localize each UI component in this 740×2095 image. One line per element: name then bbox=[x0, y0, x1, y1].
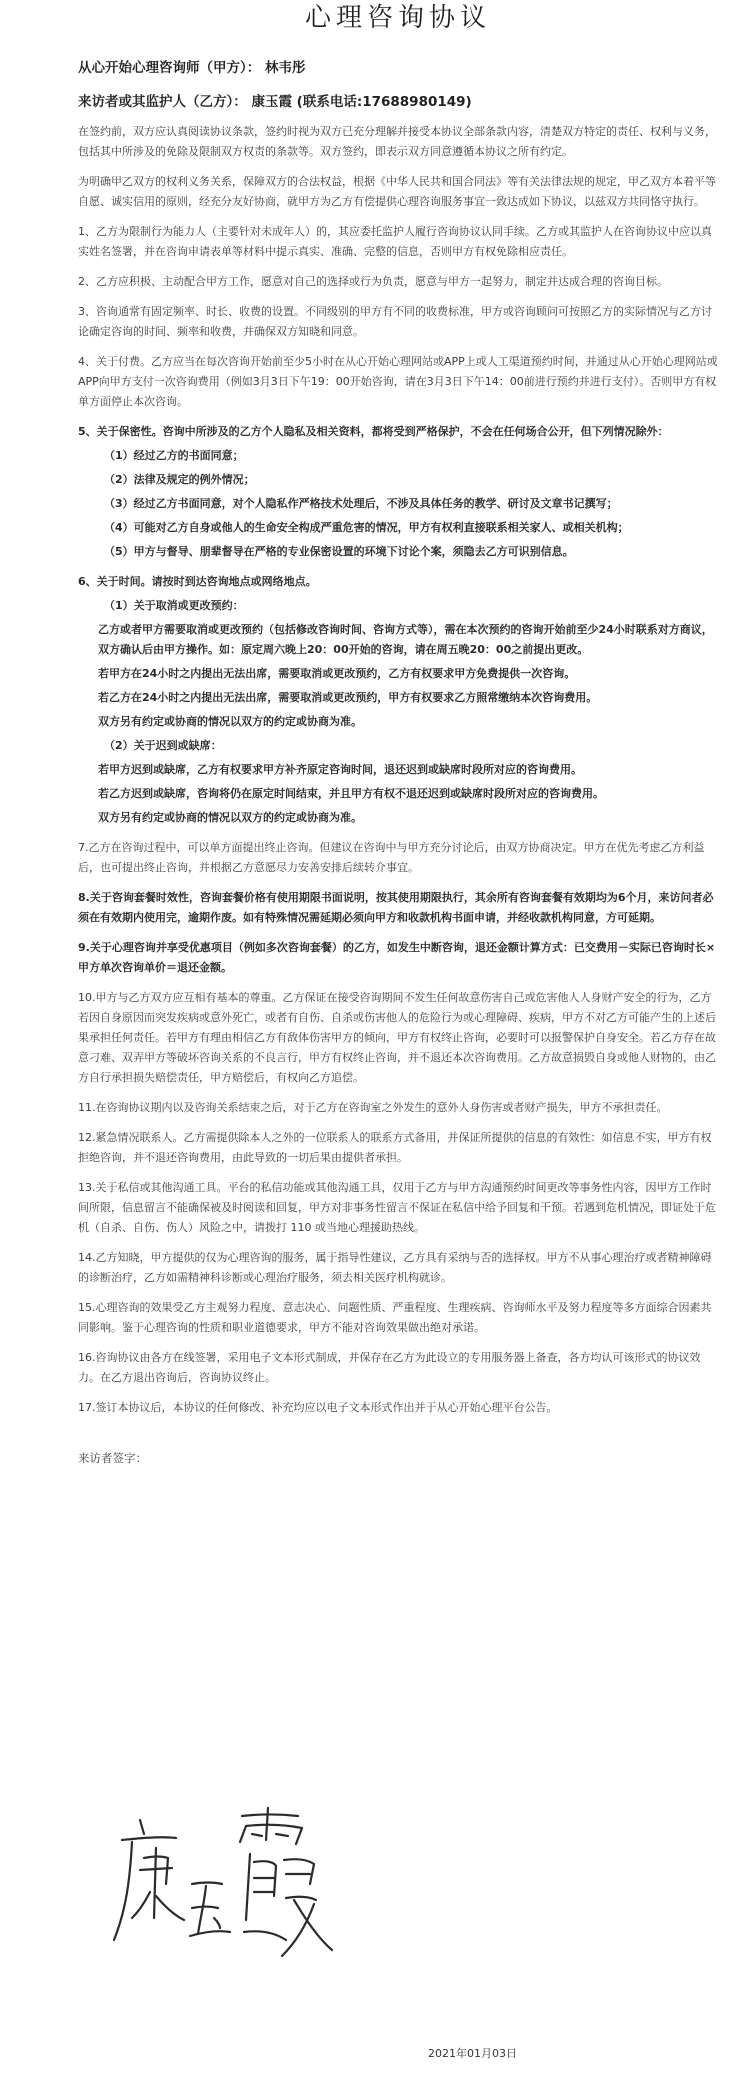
signing-date: 2021年01月03日 bbox=[428, 2047, 517, 2060]
party-b-line: 来访者或其监护人（乙方）： 康玉霞 (联系电话:17688980149) bbox=[78, 94, 472, 110]
clause-1: 1、乙方为限制行为能力人（主要针对未成年人）的，其应委托监护人履行咨询协议认同手续。乙方或其监护人在咨询协议中应以真实姓名签署，并在咨询申请表单等材料中提示真实、准确、完整的信息，否则甲方有权免除相应责任。 bbox=[78, 225, 712, 258]
clause-4: 4、关于付费。乙方应当在每次咨询开始前至少5小时在从心开始心理网站或APP上或人工渠道预约时间，并通过从心开始心理网站或APP向甲方支付一次咨询费用（例如3月3日下午19：00开始咨询，请在3月3日下午14：00前进行预约并进行支付）。否则甲方有权单方面停止本次咨询。 bbox=[78, 355, 718, 408]
list-item: （4）可能对乙方自身或他人的生命安全构成严重危害的情况，甲方有权利直接联系相关家人、或相关机构； bbox=[104, 521, 629, 534]
clause-6-1-a: 若甲方在24小时之内提出无法出席，需要取消或更改预约，乙方有权要求甲方免费提供一次咨询。 bbox=[98, 667, 576, 680]
clause-16: 16.咨询协议由各方在线签署，采用电子文本形式制成，并保存在乙方为此设立的专用服务器上备查，各方均认可该形式的协议效力。在乙方退出咨询后，咨询协议终止。 bbox=[78, 1351, 701, 1384]
list-item: （5）甲方与督导、朋辈督导在严格的专业保密设置的环境下讨论个案，须隐去乙方可识别信息。 bbox=[104, 545, 574, 558]
clause-6-2-heading: （2）关于迟到或缺席： bbox=[104, 739, 222, 752]
clause-11: 11.在咨询协议期内以及咨询关系结束之后，对于乙方在咨询室之外发生的意外人身伤害或者财产损失，甲方不承担责任。 bbox=[78, 1101, 668, 1114]
clause-7: 7.乙方在咨询过程中，可以单方面提出终止咨询。但建议在咨询中与甲方充分讨论后，由双方协商决定。甲方在优先考虑乙方利益后，也可提出终止咨询，并根据乙方意愿尽力安善安排后续转介事宜。 bbox=[78, 841, 705, 874]
clause-6-1-body: 乙方或者甲方需要取消或更改预约（包括修改咨询时间、咨询方式等），需在本次预约的咨询开始前至少24小时联系对方商议，双方确认后由甲方操作。如：原定周六晚上20：00开始的咨询，请在周五晚20：00之前提出更改。 bbox=[98, 623, 713, 656]
clause-2: 2、乙方应积极、主动配合甲方工作，愿意对自己的选择或行为负责，愿意与甲方一起努力，制定并达成合理的咨询目标。 bbox=[78, 275, 668, 288]
clause-5: 5、关于保密性。咨询中所涉及的乙方个人隐私及相关资料，都将受到严格保护，不会在任何场合公开，但下列情况除外： bbox=[78, 425, 669, 438]
intro-paragraph-2: 为明确甲乙双方的权利义务关系，保障双方的合法权益，根据《中华人民共和国合同法》等有关法律法规的规定，甲乙双方本着平等自愿、诚实信用的原则，经充分友好协商，就甲方为乙方有偿提供心理咨询服务事宜一致达成如下协议，以兹双方共同恪守执行。 bbox=[78, 175, 716, 208]
clause-6: 6、关于时间。请按时到达咨询地点或网络地点。 bbox=[78, 575, 317, 588]
clause-6-1-heading: （1）关于取消或更改预约： bbox=[104, 599, 244, 612]
clause-3: 3、咨询通常有固定频率、时长、收费的设置。不同级别的甲方有不同的收费标准，甲方或咨询顾问可按照乙方的实际情况与乙方讨论确定咨询的时间、频率和收费，并确保双方知晓和同意。 bbox=[78, 305, 712, 338]
clause-6-1-c: 双方另有约定或协商的情况以双方的约定或协商为准。 bbox=[98, 715, 362, 728]
signature-label: 来访者签字： bbox=[78, 1451, 147, 1465]
clause-15: 15.心理咨询的效果受乙方主观努力程度、意志决心、问题性质、严重程度、生理疾病、咨询师水平及努力程度等多方面综合因素共同影响。鉴于心理咨询的性质和职业道德要求，甲方不能对咨询效果做出绝对承诺。 bbox=[78, 1301, 712, 1334]
clause-12: 12.紧急情况联系人。乙方需提供除本人之外的一位联系人的联系方式备用，并保证所提供的信息的有效性：如信息不实，甲方有权拒绝咨询，并不退还咨询费用，由此导致的一切后果由提供者承担。 bbox=[78, 1131, 712, 1164]
intro-paragraph-1: 在签约前，双方应认真阅读协议条款，签约时视为双方已充分理解并接受本协议全部条款内容，清楚双方特定的责任、权利与义务，包括其中所涉及的免除及限制双方权责的条款等。双方签约，即表示双方同意遵循本协议之所有约定。 bbox=[78, 125, 716, 158]
list-item: （3）经过乙方书面同意，对个人隐私作严格技术处理后，不涉及具体任务的教学、研讨及文章书记撰写； bbox=[104, 497, 618, 510]
clause-8: 8.关于咨询套餐时效性，咨询套餐价格有使用期限书面说明，按其使用期限执行，其余所有咨询套餐有效期均为6个月，来访问者必须在有效期内使用完，逾期作废。如有特殊情况需延期必须向甲方和收款机构书面申请，并经收款机构同意，方可延期。 bbox=[78, 891, 714, 924]
clause-17: 17.签订本协议后，本协议的任何修改、补充均应以电子文本形式作出并于从心开始心理平台公告。 bbox=[78, 1401, 558, 1414]
clause-14: 14.乙方知晓，甲方提供的仅为心理咨询的服务，属于指导性建议，乙方具有采纳与否的选择权。甲方不从事心理治疗或者精神障碍的诊断治疗，乙方如需精神科诊断或心理治疗服务，须去相关医疗机构就诊。 bbox=[78, 1251, 712, 1284]
page-title: 心理咨询协议 bbox=[304, 3, 491, 33]
clause-6-2-b: 若乙方迟到或缺席，咨询将仍在原定时间结束，并且甲方有权不退还迟到或缺席时段所对应的咨询费用。 bbox=[98, 787, 604, 800]
clause-13: 13.关于私信或其他沟通工具。平台的私信功能或其他沟通工具，仅用于乙方与甲方沟通预约时间更改等事务性内容，因甲方工作时间所限，信息留言不能确保被及时阅读和回复，甲方对非事务性留言不保证在私信中给予回复和干预。若遇到危机情况，即证处于危机（自杀、自伤、伤人）风险之中，请拨打 110 或当地心理援助热线。 bbox=[78, 1181, 716, 1234]
clause-9: 9.关于心理咨询并享受优惠项目（例如多次咨询套餐）的乙方，如发生中断咨询，退还金额计算方式：已交费用－实际已咨询时长×甲方单次咨询单价＝退还金额。 bbox=[78, 941, 716, 974]
clause-6-2-a: 若甲方迟到或缺席，乙方有权要求甲方补齐原定咨询时间，退还迟到或缺席时段所对应的咨询费用。 bbox=[98, 763, 582, 776]
list-item: （1）经过乙方的书面同意； bbox=[104, 449, 244, 462]
clause-6-1-b: 若乙方在24小时之内提出无法出席，需要取消或更改预约，甲方有权要求乙方照常缴纳本次咨询费用。 bbox=[98, 691, 598, 704]
clause-10: 10.甲方与乙方双方应互相有基本的尊重。乙方保证在接受咨询期间不发生任何故意伤害自己或危害他人人身财产安全的行为，乙方若因自身原因而突发疾病或意外死亡，或者有自伤、自杀或伤害他人的危险行为或心理障碍、疾病，甲方不对乙方可能产生的上述后果承担任何责任。若甲方有理由相信乙方有敌体伤害甲方的倾向，甲方有权终止咨询，必要时可以报警保护自身安全。若乙方存在故意刁难、双弄甲方等破坏咨询关系的不良言行，甲方有权终止咨询，并不退还本次咨询费用。乙方故意损毁自身或他人财物的，由乙方自行承担损失赔偿责任，甲方赔偿后，有权向乙方追偿。 bbox=[78, 991, 716, 1084]
clause-6-2-c: 双方另有约定或协商的情况以双方的约定或协商为准。 bbox=[98, 811, 362, 824]
list-item: （2）法律及规定的例外情况； bbox=[104, 473, 255, 486]
handwritten-signature bbox=[110, 1800, 340, 1980]
clause-5-exceptions bbox=[78, 446, 718, 562]
party-a-line: 从心开始心理咨询师（甲方）： 林韦彤 bbox=[78, 60, 306, 76]
